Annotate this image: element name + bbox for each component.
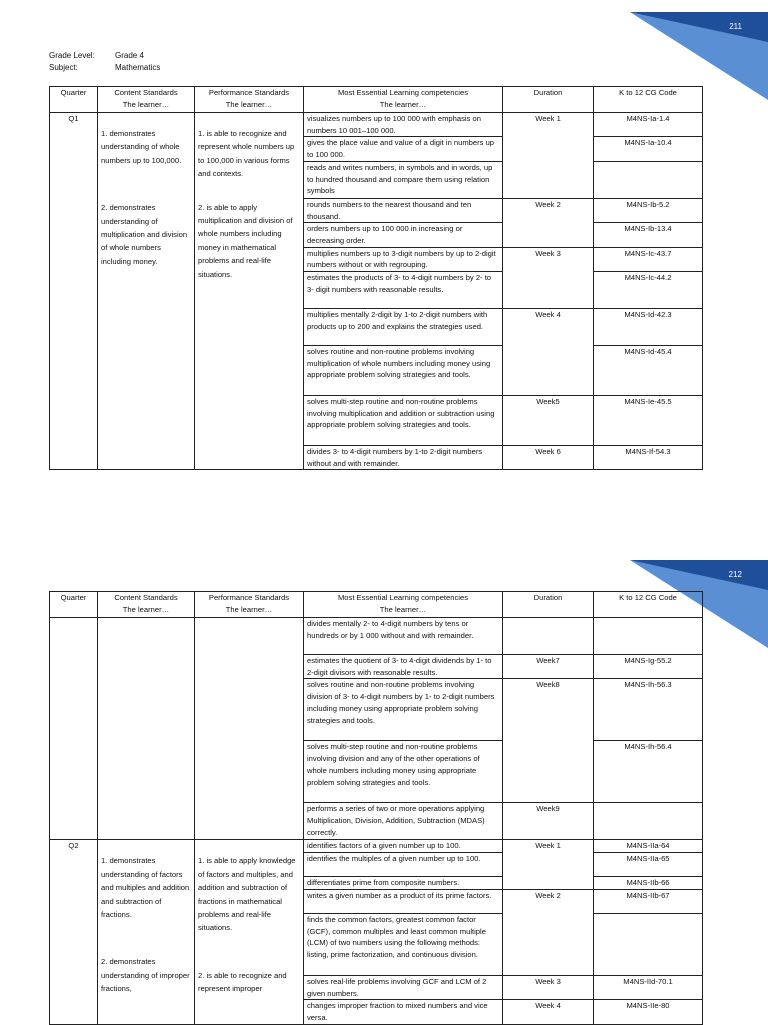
- competency-cell: finds the common factors, greatest common factor (GCF), common multiples and least common multiple (LCM) of two numbers using the following methods: listing, prime factorization, and continuous division.: [304, 913, 503, 975]
- competency-cell: performs a series of two or more operations applying Multiplication, Division, Addition, Subtraction (MDAS) correctly.: [304, 803, 503, 840]
- cg-code-cell: [594, 618, 703, 655]
- competency-cell: solves real-life problems involving GCF and LCM of 2 given numbers.: [304, 975, 503, 999]
- page-212: [0, 548, 768, 1024]
- duration-cell: Week 1: [503, 840, 594, 889]
- subject-value: Mathematics: [115, 63, 161, 72]
- cg-code-cell: M4NS-Ib-5.2: [594, 198, 703, 222]
- table-header-row: [50, 592, 703, 618]
- competency-cell: gives the place value and value of a digit in numbers up to 100 000.: [304, 137, 503, 161]
- competency-cell: changes improper fraction to mixed numbers and vice versa.: [304, 1000, 503, 1024]
- competency-cell: reads and writes numbers, in symbols and in words, up to hundred thousand and compare them using relation symbols: [304, 161, 503, 198]
- cg-code-cell: M4NS-Id-42.3: [594, 309, 703, 346]
- duration-cell: Week7: [503, 655, 594, 679]
- duration-cell: Week 2: [503, 889, 594, 975]
- page-number: 211: [729, 22, 742, 31]
- cg-code-cell: M4NS-Ig-55.2: [594, 655, 703, 679]
- competency-cell: solves routine and non-routine problems involving multiplication of whole numbers including money using appropriate problem solving strategies and tools.: [304, 346, 503, 396]
- competency-cell: orders numbers up to 100 000 in increasing or decreasing order.: [304, 223, 503, 247]
- quarter-cell: Q2: [50, 840, 98, 1024]
- col-header-quarter: Quarter: [50, 87, 98, 113]
- cg-code-cell: M4NS-Ib-13.4: [594, 223, 703, 247]
- duration-cell: Week 6: [503, 446, 594, 470]
- col-header-content-standards: Content Standards The learner…: [98, 592, 195, 618]
- col-header-performance-standards: Performance Standards The learner…: [195, 87, 304, 113]
- competency-cell: visualizes numbers up to 100 000 with emphasis on numbers 10 001–100 000.: [304, 113, 503, 137]
- performance-standards-cell: 1. is able to recognize and represent whole numbers up to 100,000 in various forms and contexts. 2. is able to apply multiplication and division of whole numbers including money in mathematical problems and real-life situations.: [195, 113, 304, 470]
- competency-cell: identifies the multiples of a given number up to 100.: [304, 853, 503, 877]
- competency-cell: writes a given number as a product of its prime factors.: [304, 889, 503, 913]
- competency-cell: differentiates prime from composite numbers.: [304, 877, 503, 890]
- cg-code-cell: M4NS-IIa-64: [594, 840, 703, 853]
- competency-cell: estimates the products of 3- to 4-digit numbers by 2- to 3- digit numbers with reasonable results.: [304, 272, 503, 309]
- grade-level-value: Grade 4: [115, 51, 144, 60]
- cg-code-cell: M4NS-If-54.3: [594, 446, 703, 470]
- col-header-content-standards: Content Standards The learner…: [98, 87, 195, 113]
- subject-label: Subject:: [49, 63, 78, 72]
- content-standards-cell-empty: [98, 618, 195, 840]
- duration-cell: Week 3: [503, 975, 594, 999]
- cg-code-cell: M4NS-Ia-10.4: [594, 137, 703, 161]
- cg-code-cell: M4NS-IIe-80: [594, 1000, 703, 1024]
- page-211: [0, 0, 768, 512]
- competency-cell: solves multi-step routine and non-routine problems involving multiplication and addition or subtraction using appropriate problem solving strategies and tools.: [304, 396, 503, 446]
- cg-code-cell: M4NS-Ic-44.2: [594, 272, 703, 309]
- quarter-cell-empty: [50, 618, 98, 840]
- col-header-cg-code: K to 12 CG Code: [594, 87, 703, 113]
- curriculum-table-q1: [49, 86, 703, 470]
- curriculum-table-q1-q2: [49, 591, 703, 1025]
- duration-cell: Week5: [503, 396, 594, 446]
- duration-cell: Week 1: [503, 113, 594, 199]
- cg-code-cell: M4NS-Id-45.4: [594, 346, 703, 396]
- col-header-duration: Duration: [503, 87, 594, 113]
- page-number: 212: [728, 570, 742, 579]
- col-header-duration: Duration: [503, 592, 594, 618]
- cg-code-cell: M4NS-IId-70.1: [594, 975, 703, 999]
- table-row: [50, 113, 703, 137]
- document-header: [49, 50, 160, 74]
- competency-cell: multiplies mentally 2-digit by 1-to 2-digit numbers with products up to 200 and explains the strategies used.: [304, 309, 503, 346]
- duration-cell: Week 2: [503, 198, 594, 247]
- col-header-quarter: Quarter: [50, 592, 98, 618]
- col-header-competencies: Most Essential Learning competencies The learner…: [304, 592, 503, 618]
- quarter-cell: Q1: [50, 113, 98, 470]
- content-standards-cell: 1. demonstrates understanding of whole numbers up to 100,000. 2. demonstrates understanding of multiplication and division of whole numbers including money.: [98, 113, 195, 470]
- col-header-cg-code: K to 12 CG Code: [594, 592, 703, 618]
- duration-cell-empty: [503, 618, 594, 655]
- cg-code-cell: [594, 161, 703, 198]
- competency-cell: divides 3- to 4-digit numbers by 1-to 2-digit numbers without and with remainder.: [304, 446, 503, 470]
- competency-cell: divides mentally 2- to 4-digit numbers by tens or hundreds or by 1 000 without and with remainder.: [304, 618, 503, 655]
- duration-cell: Week 3: [503, 247, 594, 308]
- cg-code-cell: M4NS-IIb-66: [594, 877, 703, 890]
- table-row: [50, 618, 703, 655]
- duration-cell: Week8: [503, 679, 594, 803]
- duration-cell: Week9: [503, 803, 594, 840]
- cg-code-cell: M4NS-Ie-45.5: [594, 396, 703, 446]
- duration-cell: Week 4: [503, 309, 594, 396]
- performance-standards-cell: 1. is able to apply knowledge of factors and multiples, and addition and subtraction of fractions in mathematical problems and real-life situations. 2. is able to recognize and represent improper: [195, 840, 304, 1024]
- table-header-row: [50, 87, 703, 113]
- col-header-competencies: Most Essential Learning competencies The learner…: [304, 87, 503, 113]
- cg-code-cell: M4NS-Ia-1.4: [594, 113, 703, 137]
- competency-cell: multiplies numbers up to 3-digit numbers by up to 2-digit numbers without or with regrouping.: [304, 247, 503, 271]
- competency-cell: estimates the quotient of 3- to 4-digit dividends by 1- to 2-digit divisors with reasonable results.: [304, 655, 503, 679]
- competency-cell: solves routine and non-routine problems involving division of 3- to 4-digit numbers by 1- to 2-digit numbers including money using appropriate problem solving strategies and tools.: [304, 679, 503, 741]
- cg-code-cell: M4NS-Ic-43.7: [594, 247, 703, 271]
- cg-code-cell: [594, 803, 703, 840]
- grade-level-label: Grade Level:: [49, 51, 95, 60]
- table-row: [50, 840, 703, 853]
- duration-cell: Week 4: [503, 1000, 594, 1024]
- cg-code-cell: M4NS-IIa-65: [594, 853, 703, 877]
- competency-cell: identifies factors of a given number up to 100.: [304, 840, 503, 853]
- col-header-performance-standards: Performance Standards The learner…: [195, 592, 304, 618]
- cg-code-cell: M4NS-IIb-67: [594, 889, 703, 913]
- cg-code-cell: M4NS-Ih-56.4: [594, 741, 703, 803]
- competency-cell: rounds numbers to the nearest thousand and ten thousand.: [304, 198, 503, 222]
- cg-code-cell: [594, 913, 703, 975]
- performance-standards-cell-empty: [195, 618, 304, 840]
- content-standards-cell: 1. demonstrates understanding of factors and multiples and addition and subtraction of fractions. 2. demonstrates understanding of improper fractions,: [98, 840, 195, 1024]
- cg-code-cell: M4NS-Ih-56.3: [594, 679, 703, 741]
- competency-cell: solves multi-step routine and non-routine problems involving division and any of the other operations of whole numbers including money using appropriate problem solving strategies and tools.: [304, 741, 503, 803]
